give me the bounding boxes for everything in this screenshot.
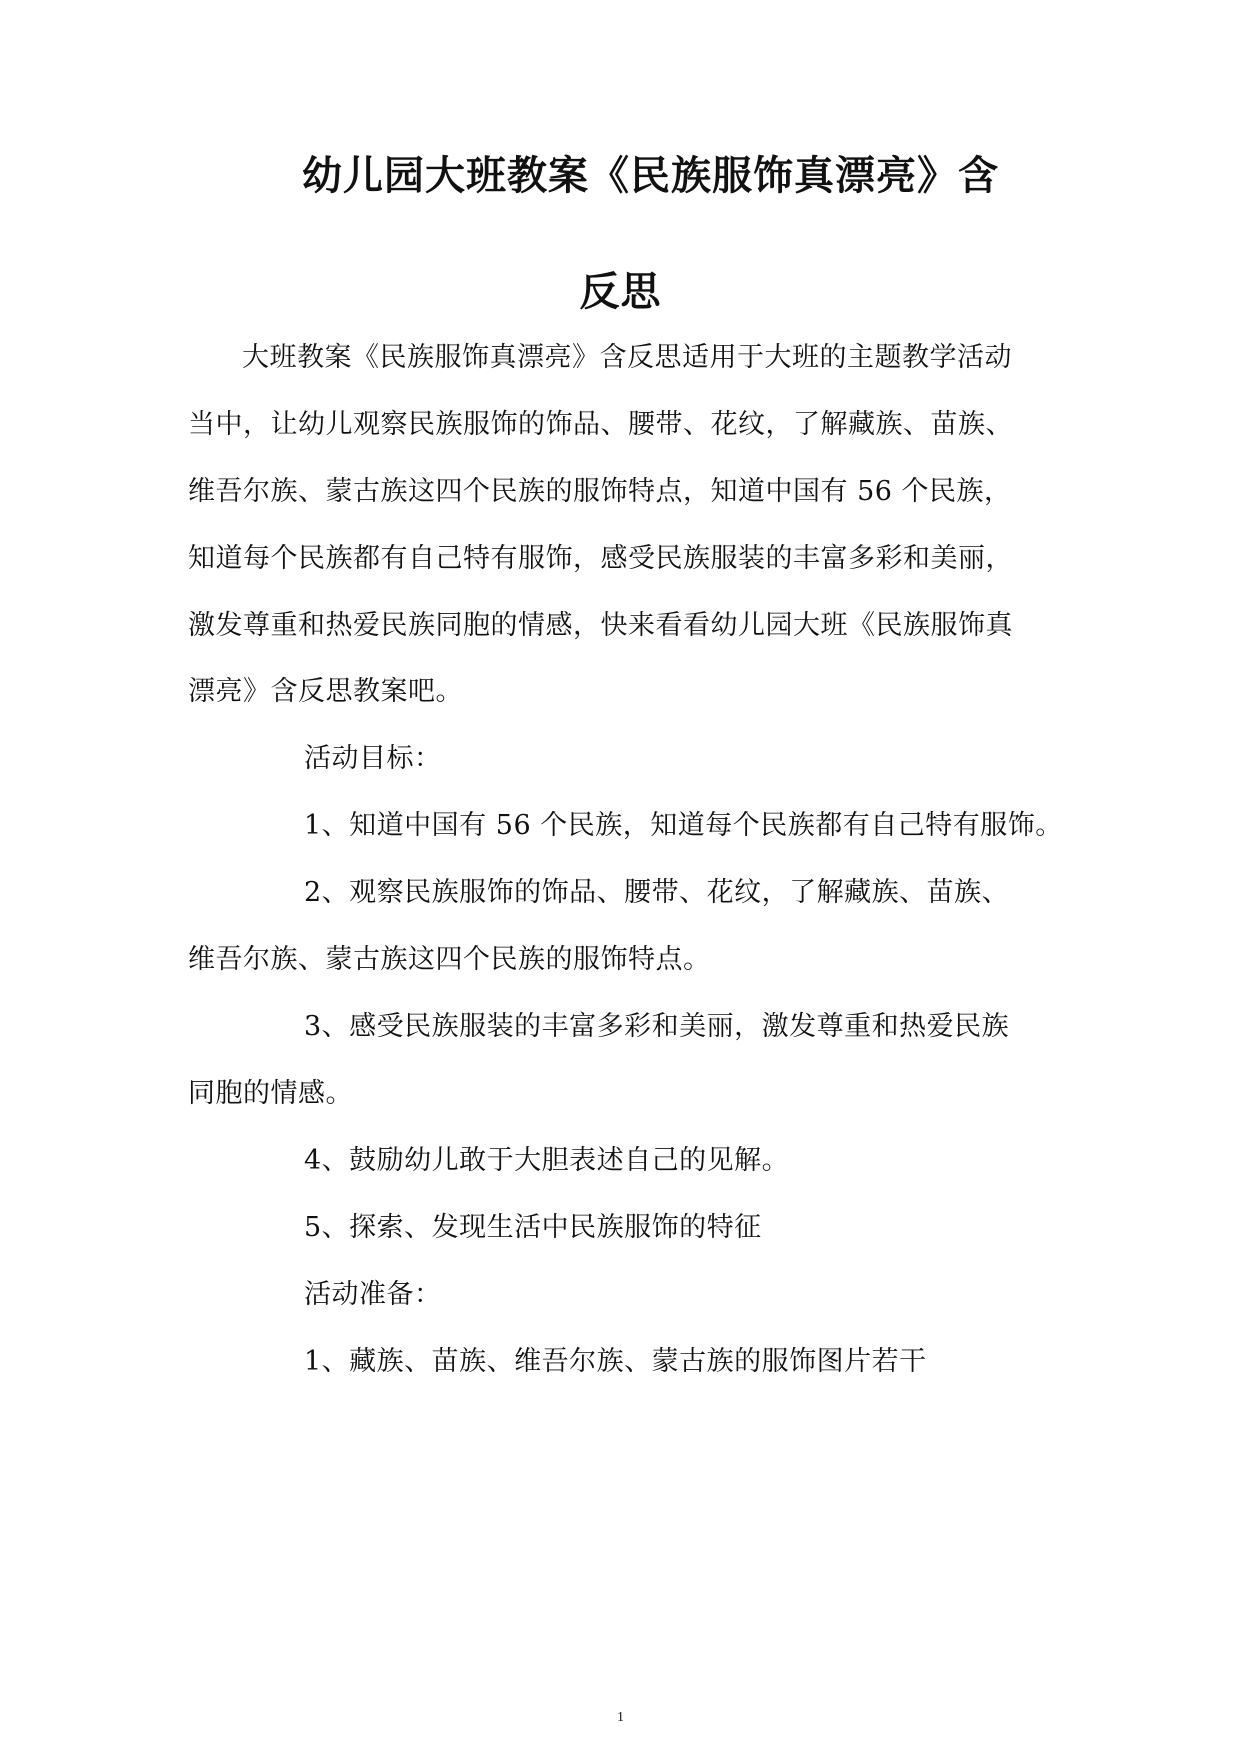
goal-item: 3、感受民族服装的丰富多彩和美丽，激发尊重和热爱民族 [304, 1011, 1010, 1042]
goal-item-continuation: 维吾尔族、蒙古族这四个民族的服饰特点。 [188, 944, 711, 975]
intro-line: 知道每个民族都有自己特有服饰，感受民族服装的丰富多彩和美丽， [188, 543, 1013, 574]
goal-item: 2、观察民族服饰的饰品、腰带、花纹，了解藏族、苗族、 [304, 877, 1010, 908]
goal-item: 1、知道中国有 56 个民族，知道每个民族都有自己特有服饰。 [304, 810, 1063, 841]
goal-item-continuation: 同胞的情感。 [188, 1078, 353, 1109]
goal-item: 4、鼓励幼儿敢于大胆表述自己的见解。 [304, 1145, 790, 1176]
goal-item: 5、探索、发现生活中民族服饰的特征 [304, 1212, 762, 1243]
intro-line: 维吾尔族、蒙古族这四个民族的服饰特点，知道中国有 56 个民族， [188, 476, 1012, 507]
goals-heading: 活动目标： [304, 743, 442, 774]
document-title-line-1: 幼儿园大班教案《民族服饰真漂亮》含 [302, 153, 999, 199]
page-number: 1 [617, 1710, 624, 1725]
intro-line: 当中，让幼儿观察民族服饰的饰品、腰带、花纹，了解藏族、苗族、 [188, 409, 1013, 440]
document-title-line-2: 反思 [579, 269, 662, 315]
intro-line: 漂亮》含反思教案吧。 [188, 676, 463, 707]
prep-item: 1、藏族、苗族、维吾尔族、蒙古族的服饰图片若干 [304, 1346, 927, 1377]
intro-line: 激发尊重和热爱民族同胞的情感，快来看看幼儿园大班《民族服饰真 [188, 610, 1013, 641]
intro-line: 大班教案《民族服饰真漂亮》含反思适用于大班的主题教学活动 [242, 342, 1012, 373]
prep-heading: 活动准备： [304, 1279, 442, 1310]
